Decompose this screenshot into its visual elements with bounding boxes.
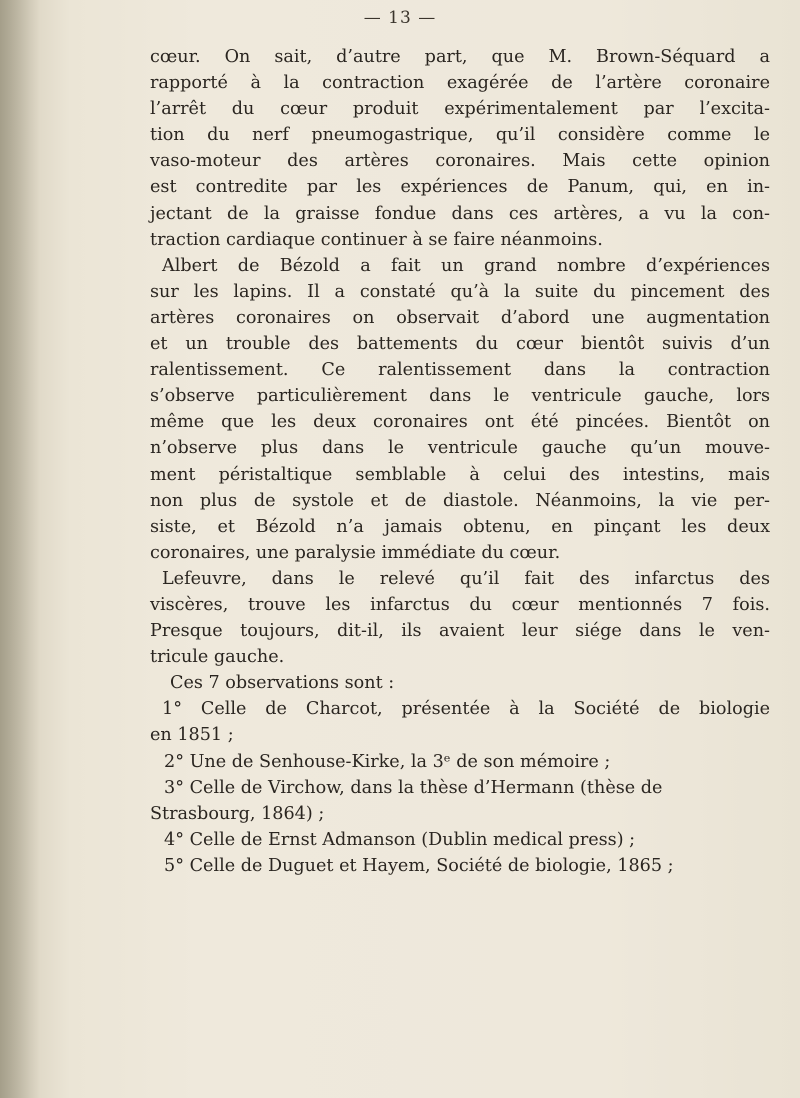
text-line: rapporté à la contraction exagérée de l’artère coronaire <box>150 73 770 94</box>
text-line: Lefeuvre, dans le relevé qu’il fait des infarctus des <box>162 568 770 589</box>
text-line: 3° Celle de Virchow, dans la thèse d’Hermann (thèse de <box>164 777 663 798</box>
text-line: et un trouble des battements du cœur bientôt suivis d’un <box>150 334 770 355</box>
text-line: n’observe plus dans le ventricule gauche qu’un mouve- <box>150 438 770 459</box>
text-line: cœur. On sait, d’autre part, que M. Brown-Séquard a <box>150 47 770 67</box>
text-line: ralentissement. Ce ralentissement dans la contraction <box>150 360 770 381</box>
text-line: tricule gauche. <box>150 647 285 668</box>
text-line: coronaires, une paralysie immédiate du cœur. <box>150 542 561 563</box>
text-line: artères coronaires on observait d’abord une augmentation <box>150 307 770 328</box>
text-line: tion du nerf pneumogastrique, qu’il considère comme le <box>150 125 770 146</box>
text-line: s’observe particulièrement dans le ventricule gauche, lors <box>150 386 770 407</box>
text-line: sur les lapins. Il a constaté qu’à la suite du pincement des <box>150 281 770 302</box>
spine-shadow <box>0 0 40 1098</box>
text-line: 5° Celle de Duguet et Hayem, Société de biologie, 1865 ; <box>164 855 674 876</box>
text-line: même que les deux coronaires ont été pincées. Bientôt on <box>150 412 770 433</box>
text-line: ment péristaltique semblable à celui des intestins, mais <box>150 464 770 485</box>
text-line: 2° Une de Senhouse-Kirke, la 3ᵉ de son mémoire ; <box>164 751 611 772</box>
text-line: 1° Celle de Charcot, présentée à la Société de biologie <box>162 699 770 720</box>
text-line: jectant de la graisse fondue dans ces artères, a vu la con- <box>150 203 770 224</box>
page-number: — 13 — <box>363 8 437 28</box>
text-line: vaso-moteur des artères coronaires. Mais cette opinion <box>150 151 770 172</box>
text-line: l’arrêt du cœur produit expérimentalement par l’excita- <box>150 99 770 120</box>
text-line: traction cardiaque continuer à se faire néanmoins. <box>150 229 603 250</box>
text-line: est contredite par les expériences de Panum, qui, en in- <box>150 177 770 198</box>
text-line: Presque toujours, dit-il, ils avaient leur siége dans le ven- <box>150 621 770 642</box>
text-line: en 1851 ; <box>150 725 234 746</box>
text-line: siste, et Bézold n’a jamais obtenu, en pinçant les deux <box>150 516 770 537</box>
text-line: Albert de Bézold a fait un grand nombre d’expériences <box>162 255 770 276</box>
text-line: Ces 7 observations sont : <box>170 673 395 694</box>
text-line: Strasbourg, 1864) ; <box>150 803 325 824</box>
text-line: non plus de systole et de diastole. Néanmoins, la vie per- <box>150 490 770 511</box>
body-text <box>150 44 770 879</box>
text-line: viscères, trouve les infarctus du cœur mentionnés 7 fois. <box>150 594 770 615</box>
text-line: 4° Celle de Ernst Admanson (Dublin medical press) ; <box>164 829 636 850</box>
